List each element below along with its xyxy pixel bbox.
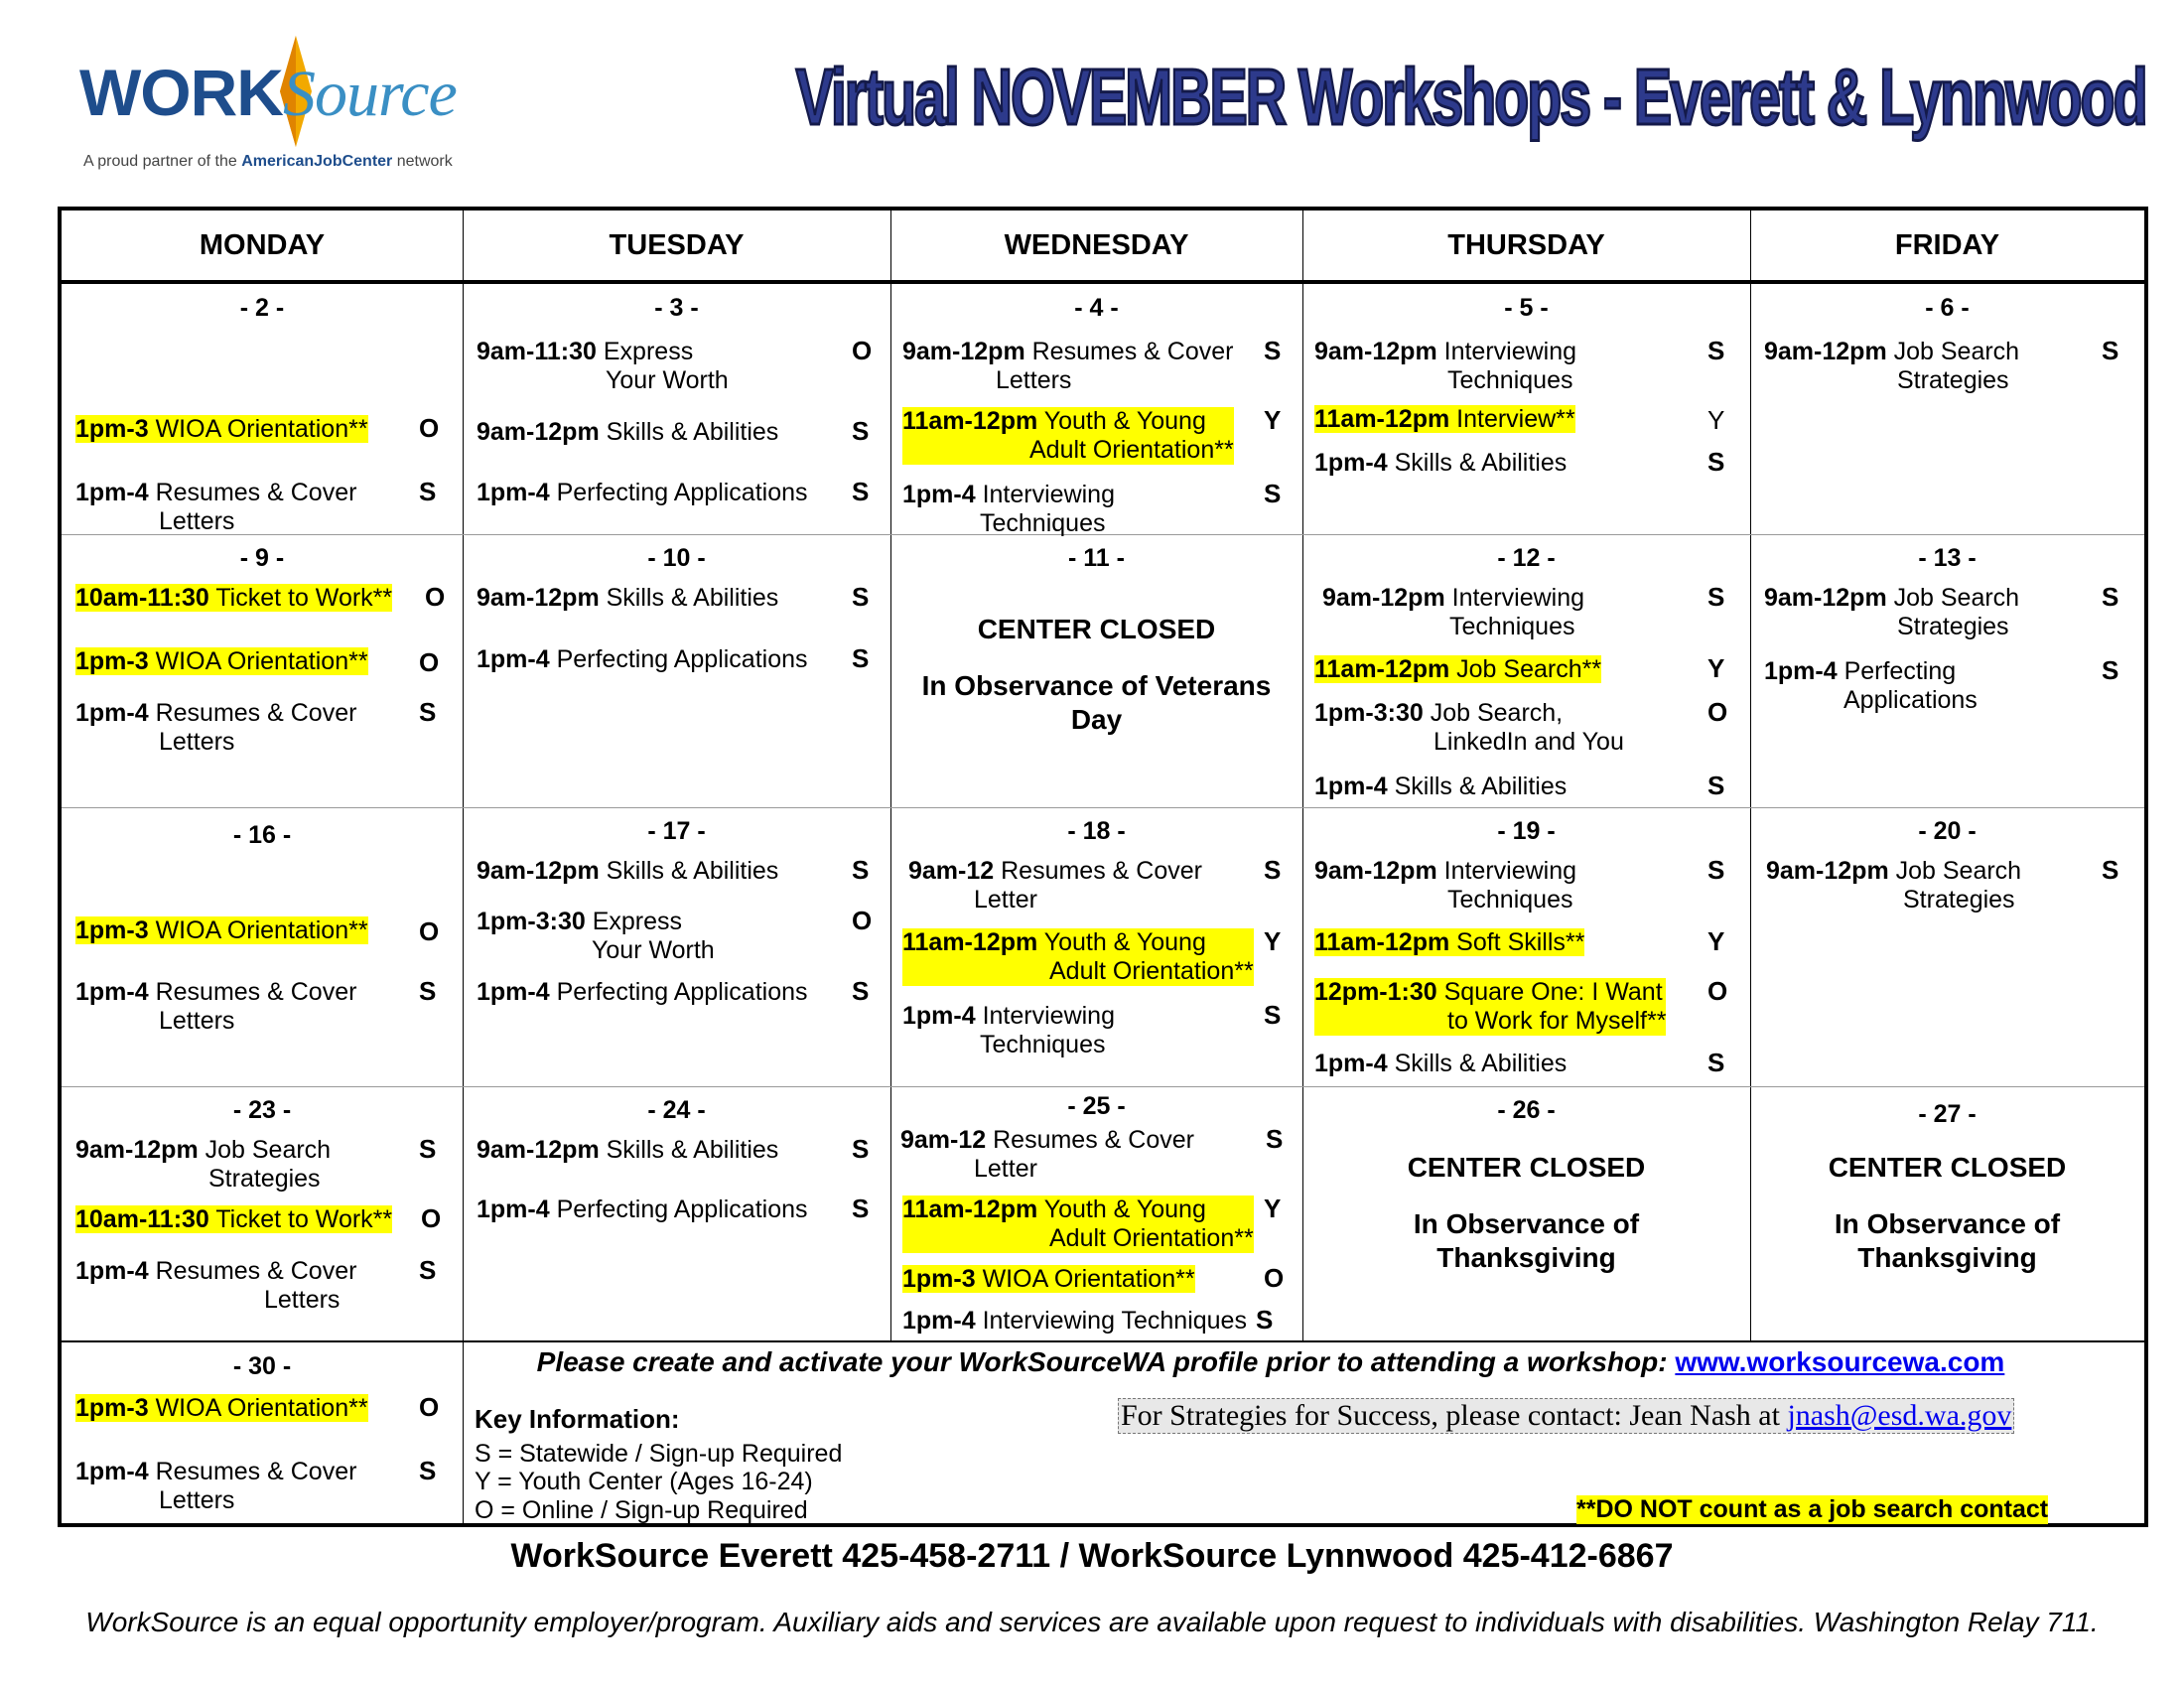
day-number: - 24 -: [647, 1096, 706, 1124]
tagline-pre: A proud partner of the: [83, 153, 242, 170]
day-number: - 17 -: [647, 817, 706, 845]
event-code: O: [419, 413, 440, 443]
event-time: 1pm-4: [902, 481, 976, 508]
event-code: S: [852, 1134, 870, 1164]
day-cell-10: [463, 534, 890, 807]
header-thursday: THURSDAY: [1447, 229, 1605, 261]
event-skills-abilities[interactable]: [1314, 773, 1567, 801]
event-title: Job Search: [1886, 338, 2020, 365]
event-skills-abilities[interactable]: [1314, 449, 1567, 478]
event-code: S: [1264, 855, 1282, 885]
event-youth-orientation[interactable]: [902, 407, 1234, 465]
equal-opportunity-statement: WorkSource is an equal opportunity employer/program. Auxiliary aids and services are available upon request to individuals with disabilities. Washington Relay 711.: [85, 1607, 2099, 1637]
day-number: - 11 -: [1068, 544, 1125, 572]
event-time: 1pm-3: [75, 1394, 149, 1422]
event-skills-abilities[interactable]: [477, 1136, 778, 1165]
day-number: - 10 -: [647, 544, 706, 572]
day-number: - 5 -: [1504, 294, 1549, 322]
event-title: Skills & Abilities: [599, 418, 779, 446]
contact-email-link[interactable]: jnash@esd.wa.gov: [1787, 1399, 2012, 1432]
event-time: 1pm-4: [477, 1196, 550, 1223]
event-wioa-orientation[interactable]: [75, 916, 368, 945]
event-express-your-worth[interactable]: [477, 338, 729, 395]
event-code: S: [2102, 655, 2119, 685]
event-youth-orientation[interactable]: [902, 1196, 1254, 1253]
day-cell-27: [1750, 1086, 2144, 1340]
event-time: 1pm-3:30: [477, 908, 586, 935]
day-cell-4: [890, 284, 1302, 537]
event-time: 9am-12pm: [477, 584, 600, 612]
event-title-cont: Letters: [159, 507, 235, 535]
day-number: - 9 -: [239, 544, 285, 572]
event-time: 1pm-4: [902, 1307, 976, 1335]
event-interviewing-techniques[interactable]: [1314, 338, 1576, 395]
event-code: S: [419, 1456, 437, 1485]
event-title: Resumes & Cover: [148, 1458, 357, 1485]
day-number: - 3 -: [654, 294, 699, 322]
day-cell-12: [1302, 534, 1750, 807]
event-code: S: [852, 976, 870, 1006]
event-code: S: [1264, 1000, 1282, 1030]
event-time: 9am-11:30: [477, 338, 597, 365]
event-interviewing-techniques[interactable]: [902, 1307, 1247, 1336]
event-code: S: [1707, 855, 1725, 885]
event-wioa-orientation[interactable]: [75, 1394, 368, 1423]
event-time: 9am-12pm: [1764, 338, 1887, 365]
event-title: Interviewing: [975, 1002, 1115, 1030]
event-code: S: [1707, 582, 1725, 612]
event-job-search-strategies[interactable]: [75, 1136, 331, 1194]
event-time: 1pm-4: [75, 1257, 149, 1285]
event-code: O: [419, 916, 440, 946]
event-code: S: [2102, 855, 2119, 885]
event-time: 1pm-4: [75, 1458, 149, 1485]
observance-line2: Day: [1070, 704, 1123, 735]
event-title-cont: Techniques: [1447, 366, 1573, 394]
event-wioa-orientation[interactable]: [902, 1265, 1195, 1294]
event-code: S: [852, 643, 870, 673]
day-cell-3: [463, 284, 890, 534]
day-cell-19: [1302, 807, 1750, 1086]
event-title-cont: Strategies: [208, 1165, 321, 1193]
day-number: - 19 -: [1497, 817, 1556, 845]
event-resumes-cover-letters[interactable]: [75, 1257, 356, 1315]
logo-source: Source: [282, 58, 457, 130]
event-title-cont: Adult Orientation**: [1029, 436, 1234, 464]
event-title: Resumes & Cover: [1024, 338, 1234, 365]
event-perfecting-applications[interactable]: [477, 978, 808, 1007]
event-time: 1pm-4: [902, 1002, 976, 1030]
event-code: S: [1707, 1048, 1725, 1077]
event-time: 1pm-3: [75, 647, 149, 675]
day-number: - 27 -: [1918, 1100, 1977, 1128]
header-tuesday: TUESDAY: [609, 229, 745, 261]
event-code: S: [1707, 336, 1725, 365]
event-interview[interactable]: [1314, 405, 1575, 434]
event-code: S: [852, 416, 870, 446]
header-monday: MONDAY: [199, 229, 326, 261]
event-title-cont: Letters: [159, 728, 235, 756]
event-title: Job Search: [1886, 584, 2020, 612]
event-resumes-cover-letter[interactable]: [908, 857, 1202, 914]
day-number: - 6 -: [1925, 294, 1970, 322]
event-time: 9am-12: [900, 1126, 987, 1154]
event-code: S: [419, 697, 437, 727]
event-title: Interviewing: [1436, 338, 1577, 365]
day-number: - 18 -: [1067, 817, 1126, 845]
event-title-cont: Strategies: [1897, 366, 2009, 394]
event-code: S: [852, 855, 870, 885]
day-number: - 16 -: [232, 821, 292, 849]
event-ticket-to-work[interactable]: [75, 584, 392, 613]
event-title: Resumes & Cover: [986, 1126, 1194, 1154]
event-code: S: [1707, 771, 1725, 800]
event-title: Youth & Young: [1037, 1196, 1206, 1223]
event-time: 9am-12pm: [75, 1136, 199, 1164]
event-code: Y: [1264, 926, 1282, 956]
key-online: O = Online / Sign-up Required: [475, 1496, 808, 1524]
day-cell-6: [1750, 284, 2144, 534]
event-code: S: [419, 1255, 437, 1285]
event-title: WIOA Orientation**: [148, 1394, 368, 1422]
event-title: Perfecting Applications: [549, 978, 808, 1006]
event-title: Job Search: [1888, 857, 2022, 885]
day-cell-11: [890, 534, 1302, 807]
event-time: 10am-11:30: [75, 584, 209, 612]
event-title: Square One: I Want: [1436, 978, 1663, 1006]
event-time: 9am-12pm: [1314, 338, 1437, 365]
event-title-cont: Your Worth: [606, 366, 729, 394]
event-time: 9am-12pm: [902, 338, 1025, 365]
day-number: - 30 -: [232, 1352, 292, 1380]
observance-line2: Thanksgiving: [1436, 1242, 1616, 1273]
event-time: 11am-12pm: [1314, 405, 1450, 433]
event-title: Perfecting Applications: [549, 479, 808, 506]
event-time: 12pm-1:30: [1314, 978, 1437, 1006]
event-perfecting-applications[interactable]: [477, 479, 808, 507]
event-title-cont: Applications: [1843, 686, 1978, 714]
event-time: 1pm-4: [1314, 1050, 1388, 1077]
event-title: Skills & Abilities: [1387, 1050, 1568, 1077]
day-number: - 26 -: [1497, 1096, 1556, 1124]
event-time: 1pm-4: [1314, 449, 1388, 477]
event-ticket-to-work[interactable]: [75, 1205, 392, 1234]
event-title: Soft Skills**: [1449, 928, 1585, 956]
day-number: - 20 -: [1918, 817, 1977, 845]
center-closed: CENTER CLOSED: [1407, 1152, 1646, 1183]
header-wednesday: WEDNESDAY: [1004, 229, 1189, 261]
event-job-search-strategies[interactable]: [1764, 338, 2019, 395]
tagline-brand: AmericanJobCenter: [241, 153, 393, 170]
event-time: 1pm-3: [902, 1265, 976, 1293]
event-title: Skills & Abilities: [599, 584, 779, 612]
header-friday: FRIDAY: [1894, 229, 2000, 261]
event-title-cont: Adult Orientation**: [1049, 957, 1254, 985]
event-time: 11am-12pm: [902, 928, 1038, 956]
weekday-header-row: [62, 211, 2144, 284]
event-code: O: [1264, 1263, 1285, 1293]
event-title: Interviewing Techniques: [975, 1307, 1247, 1335]
observance-line1: In Observance of Veterans: [921, 670, 1272, 701]
event-title: WIOA Orientation**: [148, 415, 368, 443]
event-time: 9am-12pm: [477, 418, 600, 446]
event-title: Resumes & Cover: [148, 699, 357, 727]
event-time: 1pm-4: [75, 978, 149, 1006]
event-skills-abilities[interactable]: [477, 857, 778, 886]
event-code: O: [852, 336, 873, 365]
event-time: 1pm-4: [1764, 657, 1838, 685]
event-code: O: [419, 1392, 440, 1422]
event-title: Resumes & Cover: [148, 479, 357, 506]
day-cell-18: [890, 807, 1302, 1086]
event-time: 9am-12pm: [1314, 857, 1437, 885]
event-title-cont: Letters: [264, 1286, 341, 1314]
event-code: O: [1707, 976, 1728, 1006]
event-interviewing-techniques[interactable]: [1322, 584, 1584, 641]
event-title-cont: Techniques: [1449, 613, 1575, 640]
event-time: 1pm-3: [75, 916, 149, 944]
event-code: S: [2102, 582, 2119, 612]
observance-line1: In Observance of: [1413, 1208, 1640, 1239]
event-time: 11am-12pm: [902, 1196, 1038, 1223]
event-time: 9am-12pm: [1322, 584, 1445, 612]
event-time: 9am-12: [908, 857, 995, 885]
worksourcewa-link[interactable]: www.worksourcewa.com: [1675, 1346, 2005, 1377]
event-title: Skills & Abilities: [1387, 773, 1568, 800]
event-perfecting-applications[interactable]: [477, 645, 808, 674]
event-code: Y: [1707, 653, 1725, 683]
event-code: Y: [1707, 926, 1725, 956]
event-title-cont: Letter: [974, 1155, 1037, 1183]
event-job-search-strategies[interactable]: [1766, 857, 2021, 914]
logo-wordmark: [79, 58, 457, 129]
event-job-search-linkedin[interactable]: [1314, 699, 1624, 757]
event-code: S: [1266, 1124, 1284, 1154]
key-statewide: S = Statewide / Sign-up Required: [475, 1440, 843, 1468]
event-job-search-strategies[interactable]: [1764, 584, 2019, 641]
event-skills-abilities[interactable]: [477, 418, 778, 447]
event-title: Job Search: [198, 1136, 332, 1164]
event-interviewing-techniques[interactable]: [1314, 857, 1576, 914]
event-title: Perfecting: [1837, 657, 1957, 685]
day-number: - 13 -: [1918, 544, 1977, 572]
event-code: Y: [1264, 1194, 1282, 1223]
event-code: Y: [1264, 405, 1282, 435]
day-cell-26: [1302, 1086, 1750, 1340]
event-resumes-cover-letters[interactable]: [75, 479, 356, 536]
event-time: 1pm-4: [75, 699, 149, 727]
event-time: 11am-12pm: [902, 407, 1038, 435]
event-title: Resumes & Cover: [994, 857, 1202, 885]
event-skills-abilities[interactable]: [1314, 1050, 1567, 1078]
event-perfecting-applications[interactable]: [1764, 657, 1978, 715]
observance-line2: Thanksgiving: [1857, 1242, 2037, 1273]
event-code: S: [852, 582, 870, 612]
event-code: S: [1264, 479, 1282, 508]
day-number: - 12 -: [1497, 544, 1556, 572]
day-number: - 25 -: [1067, 1092, 1126, 1120]
tagline-post: network: [392, 153, 453, 170]
event-title: Express: [585, 908, 683, 935]
event-code: Y: [1707, 405, 1725, 435]
event-time: 1pm-4: [477, 479, 550, 506]
event-wioa-orientation[interactable]: [75, 647, 368, 676]
day-cell-24: [463, 1086, 890, 1340]
workshop-calendar: [58, 207, 2148, 1527]
event-title: Interview**: [1449, 405, 1575, 433]
event-code: S: [419, 477, 437, 506]
day-number: - 23 -: [232, 1096, 292, 1124]
day-cell-20: [1750, 807, 2144, 1086]
event-time: 11am-12pm: [1314, 928, 1450, 956]
event-title: Resumes & Cover: [148, 1257, 357, 1285]
event-interviewing-techniques[interactable]: [902, 481, 1115, 538]
event-square-one[interactable]: [1314, 978, 1666, 1036]
day-cell-13: [1750, 534, 2144, 807]
key-title: Key Information:: [475, 1404, 680, 1434]
event-code: O: [852, 906, 873, 935]
event-code: S: [1707, 447, 1725, 477]
event-title: Interviewing: [1444, 584, 1585, 612]
event-code: S: [852, 477, 870, 506]
event-title: Youth & Young: [1037, 407, 1206, 435]
event-title-cont: to Work for Myself**: [1447, 1007, 1667, 1035]
event-time: 1pm-4: [75, 479, 149, 506]
event-title: Perfecting Applications: [549, 645, 808, 673]
event-title-cont: Techniques: [980, 1031, 1106, 1058]
event-resumes-cover-letters[interactable]: [75, 699, 356, 757]
key-youth: Y = Youth Center (Ages 16-24): [475, 1468, 813, 1495]
event-title-cont: Letters: [159, 1486, 235, 1514]
event-interviewing-techniques[interactable]: [902, 1002, 1115, 1059]
event-time: 9am-12pm: [477, 1136, 600, 1164]
day-cell-30: [62, 1342, 463, 1523]
event-title-cont: Strategies: [1897, 613, 2009, 640]
event-title-cont: Letters: [996, 366, 1072, 394]
event-code: S: [1256, 1305, 1274, 1335]
event-time: 1pm-4: [477, 645, 550, 673]
event-title-cont: Letter: [974, 886, 1037, 914]
event-title: Job Search**: [1449, 655, 1602, 683]
center-closed: CENTER CLOSED: [977, 614, 1216, 644]
event-title: Interviewing: [1436, 857, 1577, 885]
event-title-cont: Letters: [159, 1007, 235, 1035]
event-code: O: [1707, 697, 1728, 727]
observance-line1: In Observance of: [1834, 1208, 2061, 1239]
event-time: 1pm-3:30: [1314, 699, 1424, 727]
do-not-count-note: **DO NOT count as a job search contact: [1576, 1495, 2049, 1523]
event-title: Ticket to Work**: [208, 1205, 393, 1233]
event-time: 9am-12pm: [1766, 857, 1889, 885]
event-title-cont: Adult Orientation**: [1049, 1224, 1254, 1252]
event-skills-abilities[interactable]: [477, 584, 778, 613]
day-cell-17: [463, 807, 890, 1086]
event-code: S: [419, 1134, 437, 1164]
event-title: Interviewing: [975, 481, 1115, 508]
event-code: S: [1264, 336, 1282, 365]
event-time: 9am-12pm: [1764, 584, 1887, 612]
event-title: WIOA Orientation**: [148, 647, 368, 675]
event-express-your-worth[interactable]: [477, 908, 715, 965]
day-cell-9: [62, 534, 463, 807]
event-title-cont: LinkedIn and You: [1433, 728, 1624, 756]
event-time: 1pm-4: [477, 978, 550, 1006]
event-title: Ticket to Work**: [208, 584, 393, 612]
event-perfecting-applications[interactable]: [477, 1196, 808, 1224]
event-title-cont: Your Worth: [592, 936, 715, 964]
event-time: 1pm-3: [75, 415, 149, 443]
event-title: Express: [596, 338, 694, 365]
event-code: S: [852, 1194, 870, 1223]
event-resumes-cover-letters[interactable]: [75, 978, 356, 1036]
day-number: - 2 -: [239, 294, 285, 322]
event-title: WIOA Orientation**: [975, 1265, 1195, 1293]
event-title: Job Search,: [1423, 699, 1564, 727]
day-cell-25: [890, 1086, 1302, 1340]
event-title: Skills & Abilities: [599, 857, 779, 885]
event-title: Youth & Young: [1037, 928, 1206, 956]
event-title: Resumes & Cover: [148, 978, 357, 1006]
event-resumes-cover-letters[interactable]: [75, 1458, 356, 1515]
notice-text: Please create and activate your WorkSourceWA profile prior to attending a workshop:: [536, 1346, 1676, 1377]
event-title: Skills & Abilities: [599, 1136, 779, 1164]
event-time: 1pm-4: [1314, 773, 1388, 800]
contact-text: For Strategies for Success, please contact: Jean Nash at: [1121, 1399, 1788, 1432]
day-cell-2: [62, 284, 463, 534]
event-youth-orientation[interactable]: [902, 928, 1254, 986]
event-title: WIOA Orientation**: [148, 916, 368, 944]
event-time: 9am-12pm: [477, 857, 600, 885]
event-soft-skills[interactable]: [1314, 928, 1584, 957]
event-code: O: [421, 1203, 442, 1233]
event-title-cont: Techniques: [1447, 886, 1573, 914]
phone-numbers: WorkSource Everett 425-458-2711 / WorkSource Lynnwood 425-412-6867: [510, 1537, 1674, 1575]
logo-work: WORK: [79, 56, 283, 129]
event-title: Skills & Abilities: [1387, 449, 1568, 477]
event-time: 10am-11:30: [75, 1205, 209, 1233]
profile-notice: [496, 1346, 2045, 1378]
worksource-logo: [79, 30, 516, 179]
page-title: Virtual NOVEMBER Workshops - Everett & Lynnwood: [795, 53, 2146, 141]
center-closed: CENTER CLOSED: [1828, 1152, 2067, 1183]
event-code: O: [419, 647, 440, 677]
day-cell-23: [62, 1086, 463, 1340]
event-wioa-orientation[interactable]: [75, 415, 368, 444]
day-cell-16: [62, 807, 463, 1086]
event-resumes-cover-letters[interactable]: [902, 338, 1233, 395]
day-number: - 4 -: [1074, 294, 1119, 322]
event-resumes-cover-letter[interactable]: [900, 1126, 1194, 1184]
event-code: O: [425, 582, 446, 612]
event-title-cont: Techniques: [980, 509, 1106, 537]
event-code: S: [419, 976, 437, 1006]
day-cell-5: [1302, 284, 1750, 534]
event-job-search[interactable]: [1314, 655, 1601, 684]
event-title: Perfecting Applications: [549, 1196, 808, 1223]
event-title-cont: Strategies: [1903, 886, 2015, 914]
strategies-contact: [1118, 1398, 2014, 1434]
event-code: S: [2102, 336, 2119, 365]
logo-tagline: [83, 153, 453, 171]
event-time: 11am-12pm: [1314, 655, 1450, 683]
